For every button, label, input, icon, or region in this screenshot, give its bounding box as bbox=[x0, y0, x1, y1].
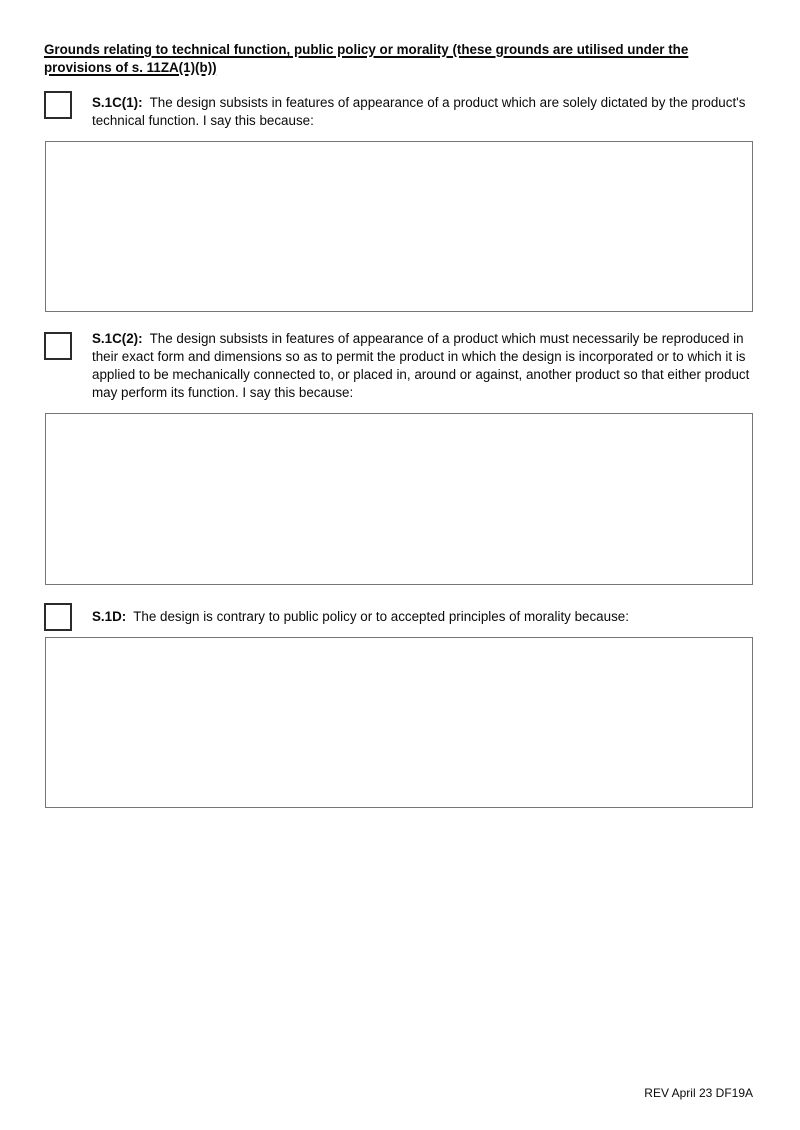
form-revision-footer: REV April 23 DF19A bbox=[644, 1086, 753, 1100]
s1c1-response-box[interactable] bbox=[45, 141, 753, 312]
s1d-text: The design is contrary to public policy or to accepted principles of morality because: bbox=[133, 609, 629, 624]
grounds-section-heading: Grounds relating to technical function, public policy or morality (these grounds are utilised under the provisions of s. 11ZA(1)(b)) bbox=[44, 42, 689, 75]
s1c2-text: The design subsists in features of appearance of a product which must necessarily be reproduced in their exact form and dimensions so as to permit the product in which the design is incorporated or to which it is applied to be mechanically connected to, or placed in, around or against, another product so that either product may perform its function. I say this because: bbox=[92, 331, 750, 400]
s1c1-code: S.1C(1): bbox=[92, 95, 143, 110]
s1c2-checkbox[interactable] bbox=[44, 332, 72, 360]
s1c2-code: S.1C(2): bbox=[92, 331, 143, 346]
s1d-code: S.1D: bbox=[92, 609, 127, 624]
s1c1-label bbox=[92, 94, 754, 130]
s1d-label bbox=[92, 608, 754, 626]
s1d-checkbox[interactable] bbox=[44, 603, 72, 631]
s1d-response-box[interactable] bbox=[45, 637, 753, 808]
s1c1-text: The design subsists in features of appearance of a product which are solely dictated by the product's technical function. I say this because: bbox=[92, 95, 746, 128]
s1c2-label bbox=[92, 330, 754, 402]
s1c1-checkbox[interactable] bbox=[44, 91, 72, 119]
s1c2-response-box[interactable] bbox=[45, 413, 753, 585]
